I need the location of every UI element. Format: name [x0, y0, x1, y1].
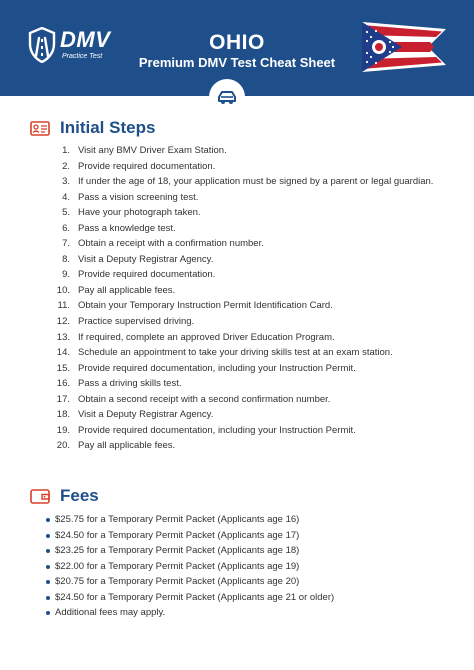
- fee-text: $23.25 for a Temporary Permit Packet (Applicants age 18): [55, 545, 300, 556]
- step-number: 5.: [62, 207, 70, 219]
- fee-text: $20.75 for a Temporary Permit Packet (Applicants age 20): [55, 576, 300, 587]
- fees-title: Fees: [60, 486, 99, 505]
- wallet-icon: [30, 489, 50, 504]
- step-number: 17.: [56, 393, 70, 405]
- list-item: [0, 316, 474, 332]
- step-text: If required, complete an approved Driver Education Program.: [78, 331, 335, 343]
- fees-list: [0, 514, 474, 623]
- step-number: 1.: [62, 145, 70, 156]
- list-item: [0, 347, 474, 363]
- ohio-flag-icon: [362, 22, 446, 72]
- list-item: [0, 145, 474, 161]
- car-badge: [209, 79, 245, 115]
- list-item: [0, 300, 474, 316]
- fee-text: $25.75 for a Temporary Permit Packet (Applicants age 16): [55, 514, 300, 525]
- page-subtitle: Premium DMV Test Cheat Sheet: [138, 55, 336, 70]
- bullet-icon: [46, 565, 50, 569]
- step-number: 18.: [56, 409, 70, 421]
- car-icon: [214, 84, 240, 110]
- step-number: 19.: [56, 424, 70, 436]
- logo-subtext: Practice Test: [62, 53, 103, 60]
- bullet-icon: [46, 549, 50, 553]
- step-text: Provide required documentation, including your Instruction Permit.: [78, 424, 356, 436]
- step-text: Visit any BMV Driver Exam Station.: [78, 145, 227, 156]
- fee-text: Additional fees may apply.: [55, 607, 166, 618]
- list-item: [0, 378, 474, 394]
- list-item: [0, 207, 474, 223]
- list-item: [0, 363, 474, 379]
- list-item: [0, 332, 474, 348]
- list-item: [0, 592, 474, 608]
- step-text: If under the age of 18, your application must be signed by a parent or legal guardian.: [78, 176, 434, 188]
- list-item: [0, 409, 474, 425]
- list-item: [0, 192, 474, 208]
- step-text: Provide required documentation.: [78, 160, 216, 172]
- step-number: 12.: [56, 316, 70, 328]
- step-text: Pay all applicable fees.: [78, 440, 176, 452]
- fee-text: $22.00 for a Temporary Permit Packet (Applicants age 19): [55, 560, 300, 572]
- list-item: [0, 269, 474, 285]
- list-item: [0, 607, 474, 623]
- id-card-icon: [30, 121, 50, 136]
- step-number: 16.: [56, 378, 70, 390]
- step-number: 3.: [62, 176, 70, 188]
- step-text: Obtain a second receipt with a second confirmation number.: [78, 393, 331, 405]
- bullet-icon: [46, 596, 50, 600]
- initial-steps-title: Initial Steps: [60, 118, 156, 137]
- step-number: 11.: [57, 300, 70, 312]
- list-item: [0, 530, 474, 546]
- list-item: [0, 440, 474, 456]
- step-text: Obtain a receipt with a confirmation number.: [78, 238, 264, 250]
- step-number: 9.: [62, 269, 70, 281]
- step-text: Obtain your Temporary Instruction Permit Identification Card.: [78, 300, 333, 312]
- state-title: OHIO: [209, 31, 265, 54]
- step-number: 7.: [62, 238, 70, 250]
- bullet-icon: [46, 518, 50, 522]
- list-item: [0, 285, 474, 301]
- bullet-icon: [46, 611, 50, 615]
- step-number: 2.: [62, 160, 70, 172]
- step-text: Pass a driving skills test.: [78, 378, 182, 390]
- step-text: Pass a knowledge test.: [78, 222, 176, 234]
- step-number: 13.: [56, 331, 70, 343]
- logo-text: DMV: [60, 27, 111, 52]
- bullet-icon: [46, 534, 50, 538]
- list-item: [0, 223, 474, 239]
- list-item: [0, 425, 474, 441]
- list-item: [0, 514, 474, 530]
- list-item: [0, 176, 474, 192]
- list-item: [0, 238, 474, 254]
- step-text: Visit a Deputy Registrar Agency.: [78, 253, 214, 265]
- fee-text: $24.50 for a Temporary Permit Packet (Applicants age 17): [55, 529, 300, 541]
- list-item: [0, 576, 474, 592]
- step-number: 6.: [62, 222, 70, 234]
- step-text: Provide required documentation, including your Instruction Permit.: [78, 362, 356, 374]
- step-text: Practice supervised driving.: [78, 316, 195, 328]
- list-item: [0, 545, 474, 561]
- step-text: Schedule an appointment to take your driving skills test at an exam station.: [78, 347, 393, 359]
- bullet-icon: [46, 580, 50, 584]
- fee-text: $24.50 for a Temporary Permit Packet (Applicants age 21 or older): [55, 591, 335, 603]
- step-number: 14.: [56, 347, 70, 359]
- list-item: [0, 561, 474, 577]
- step-number: 15.: [56, 362, 70, 374]
- step-text: Pass a vision screening test.: [78, 191, 199, 203]
- step-text: Visit a Deputy Registrar Agency.: [78, 409, 214, 421]
- step-number: 10.: [56, 284, 70, 296]
- list-item: [0, 161, 474, 177]
- step-number: 4.: [62, 191, 70, 203]
- step-number: 8.: [62, 253, 70, 265]
- list-item: [0, 394, 474, 410]
- initial-steps-list: [0, 145, 474, 456]
- step-number: 20.: [56, 440, 70, 452]
- step-text: Have your photograph taken.: [78, 207, 201, 219]
- list-item: [0, 254, 474, 270]
- step-text: Provide required documentation.: [78, 269, 216, 281]
- step-text: Pay all applicable fees.: [78, 284, 176, 296]
